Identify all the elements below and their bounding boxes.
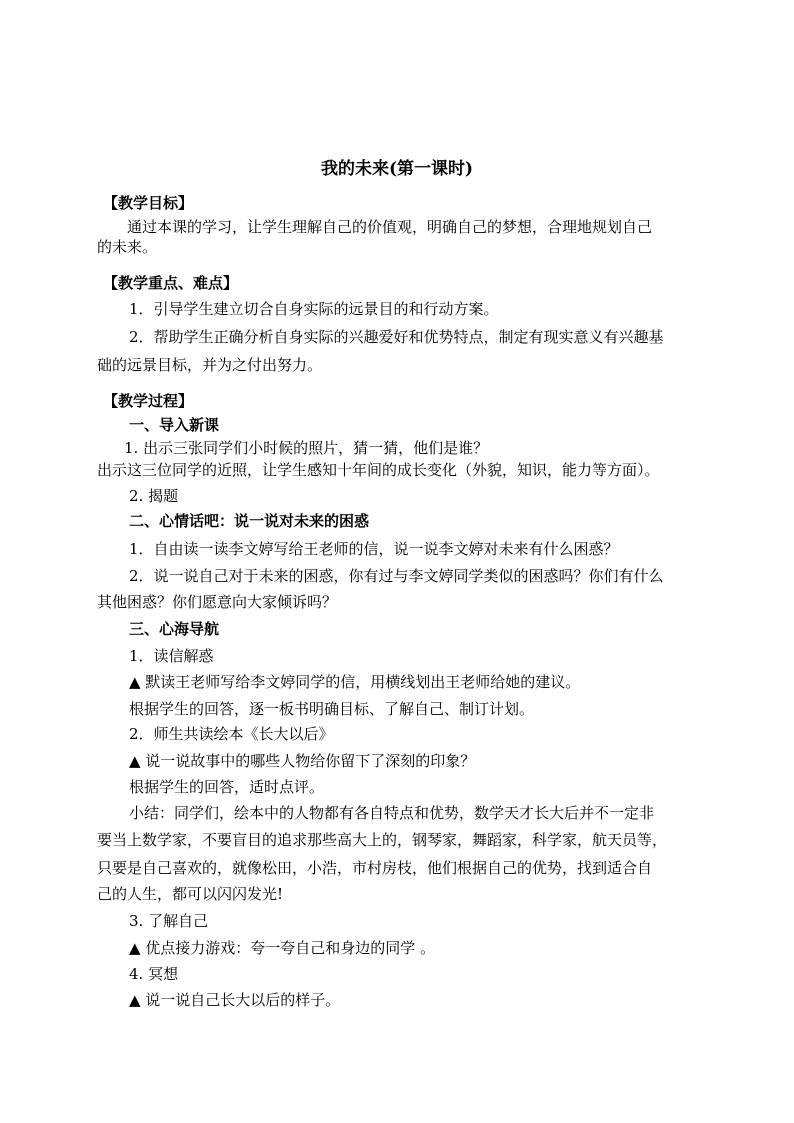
process-line: 2. 揭题	[129, 487, 179, 505]
process-line: 2．说一说自己对于未来的困惑，你有过与李文婷同学类似的困惑吗？你们有什么	[129, 567, 664, 585]
process-line: 要当上数学家，不要盲目的追求那些高大上的，钢琴家，舞蹈家，科学家，航天员等，	[97, 831, 668, 849]
process-line: ▲ 说一说故事中的哪些人物给你留下了深刻的印象？	[129, 752, 476, 770]
process-line: 只要是自己喜欢的，就像松田，小浩，市村房枝，他们根据自己的优势，找到适合自	[97, 859, 653, 877]
process-line: 1．读信解惑	[129, 647, 214, 665]
process-section-1-title: 一、导入新课	[129, 416, 220, 434]
process-line: 1. 出示三张同学们小时候的照片，猜一猜，他们是谁？	[124, 439, 489, 457]
process-line: 出示这三位同学的近照，让学生感知十年间的成长变化（外貌，知识，能力等方面）。	[97, 461, 660, 479]
process-line: 其他困惑？你们愿意向大家倾诉吗？	[97, 593, 338, 611]
process-line: ▲ 说一说自己长大以后的样子。	[129, 991, 341, 1009]
process-line: 1．自由读一读李文婷写给王老师的信，说一说李文婷对未来有什么困惑？	[129, 540, 619, 558]
process-line: ▲ 默读王老师写给李文婷同学的信，用横线划出王老师给她的建议。	[129, 673, 581, 691]
document-title: 我的未来(第一课时)	[320, 159, 474, 179]
process-section-3-title: 三、心海导航	[129, 620, 220, 638]
process-line: 根据学生的回答，逐一板书明确目标、了解自己、制订计划。	[129, 700, 535, 718]
process-line: 3. 了解自己	[129, 912, 209, 930]
process-line: 根据学生的回答，适时点评。	[129, 778, 325, 796]
process-heading: 【教学过程】	[103, 392, 194, 410]
key-points-heading: 【教学重点、难点】	[103, 274, 239, 292]
process-line: 小结：同学们，绘本中的人物都有各自特点和优势，数学天才长大后并不一定非	[129, 804, 655, 822]
process-line: 4. 冥想	[129, 965, 179, 983]
process-line: ▲ 优点接力游戏：夸一夸自己和身边的同学 。	[129, 939, 436, 957]
key-points-line-3: 础的远景目标，并为之付出努力。	[97, 356, 323, 374]
process-line: 2．师生共读绘本《长大以后》	[129, 725, 334, 743]
key-points-line-1: 1．引导学生建立切合自身实际的远景目的和行动方案。	[129, 300, 499, 318]
key-points-line-2: 2．帮助学生正确分析自身实际的兴趣爱好和优势特点，制定有现实意义有兴趣基	[129, 328, 664, 346]
process-section-2-title: 二、心情话吧：说一说对未来的困惑	[129, 512, 370, 530]
goals-line-2: 的未来。	[97, 238, 158, 256]
goals-line-1: 通过本课的学习，让学生理解自己的价值观，明确自己的梦想，合理地规划自己	[127, 218, 653, 236]
process-line: 己的人生，都可以闪闪发光!	[97, 885, 284, 903]
goals-heading: 【教学目标】	[103, 194, 194, 212]
